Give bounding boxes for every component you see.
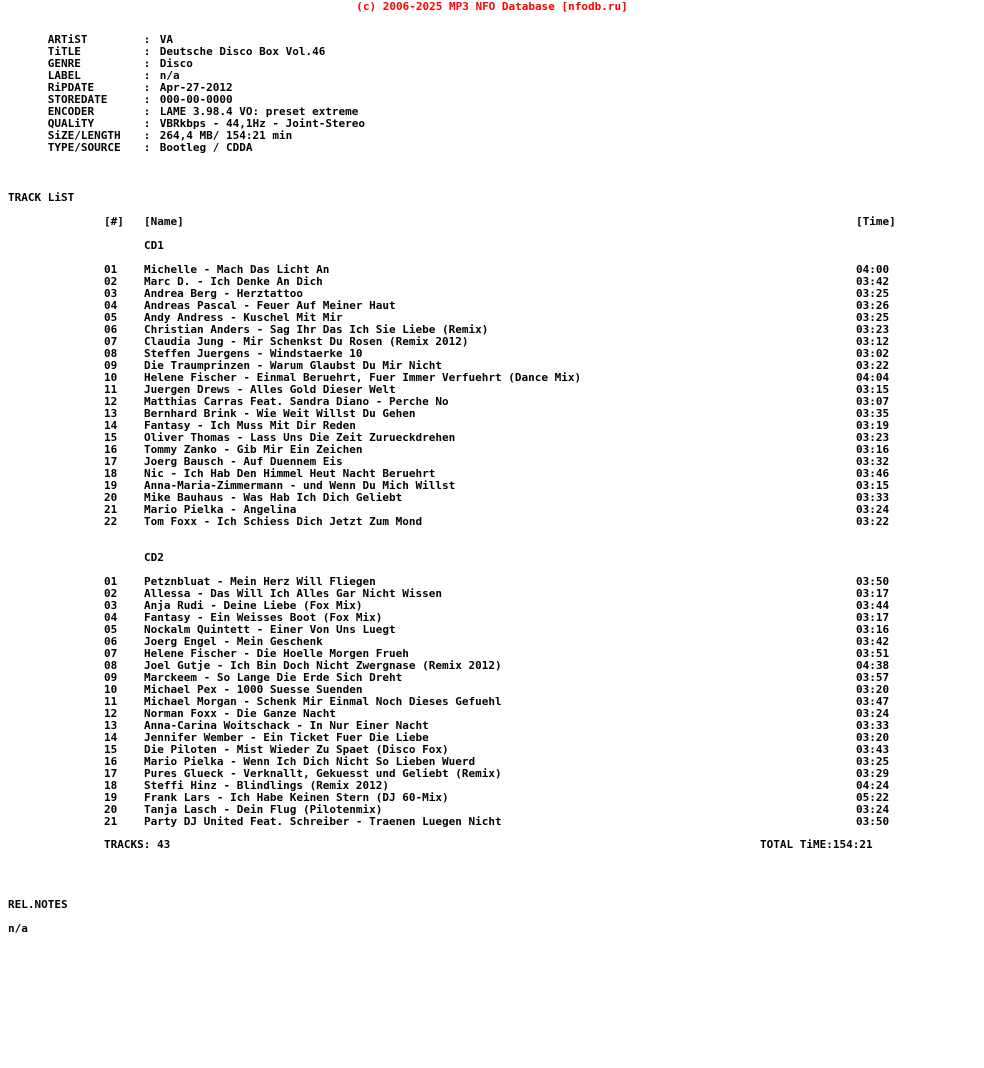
track-name: Andrea Berg - Herztattoo [144,287,303,300]
track-name: Marckeem - So Lange Die Erde Sich Dreht [144,671,403,684]
track-number: 10 [104,683,118,696]
track-number: 13 [104,407,118,420]
column-header-number: [#] [104,215,124,228]
track-number: 09 [104,359,118,372]
tracklist [0,216,984,828]
track-number: 01 [104,575,118,588]
track-name: Fantasy - Ich Muss Mit Dir Reden [144,419,356,432]
meta-label-title: TiTLE [47,45,81,58]
release-notes-title: REL.NOTES [8,898,68,911]
track-time: 03:17 [856,611,890,624]
track-name: Oliver Thomas - Lass Uns Die Zeit Zurueckdrehen [144,431,456,444]
track-time: 03:24 [856,803,890,816]
track-number: 16 [104,755,118,768]
track-time: 03:20 [856,731,890,744]
track-name: Matthias Carras Feat. Sandra Diano - Perche No [144,395,449,408]
track-time: 03:33 [856,719,890,732]
track-time: 03:19 [856,419,890,432]
track-number: 11 [104,383,118,396]
meta-value-type-source: Bootleg / CDDA [159,141,253,154]
track-number: 13 [104,719,118,732]
track-number: 02 [104,275,118,288]
track-number: 14 [104,731,118,744]
track-time: 04:24 [856,779,890,792]
meta-separator: : [143,93,151,106]
track-number: 07 [104,335,118,348]
track-time: 04:04 [856,371,890,384]
track-time: 03:25 [856,287,890,300]
track-number: 21 [104,815,118,828]
disc-tracks-cd2 [0,576,984,828]
meta-separator: : [143,117,151,130]
track-time: 03:46 [856,467,890,480]
tracklist-summary [0,839,984,851]
meta-separator: : [143,45,151,58]
track-name: Christian Anders - Sag Ihr Das Ich Sie Liebe (Remix) [144,323,489,336]
track-number: 17 [104,767,118,780]
meta-label-artist: ARTiST [47,33,88,46]
track-number: 09 [104,671,118,684]
track-number: 05 [104,623,118,636]
track-time: 03:16 [856,443,890,456]
track-time: 03:35 [856,407,890,420]
track-number: 19 [104,791,118,804]
track-name: Tanja Lasch - Dein Flug (Pilotenmix) [144,803,383,816]
column-header-time: [Time] [856,215,896,228]
track-number: 06 [104,323,118,336]
track-name: Tommy Zanko - Gib Mir Ein Zeichen [144,443,363,456]
meta-value-title: Deutsche Disco Box Vol.46 [159,45,326,58]
disc-label-text: CD1 [144,239,164,252]
spacer [0,528,984,552]
track-name: Allessa - Das Will Ich Alles Gar Nicht Wissen [144,587,443,600]
track-time: 03:17 [856,587,890,600]
track-time: 03:43 [856,743,890,756]
meta-label-type-source: TYPE/SOURCE [47,141,121,154]
track-time: 03:16 [856,623,890,636]
release-notes-body: n/a [8,922,28,935]
meta-row-artist [8,22,365,46]
track-name: Andy Andress - Kuschel Mit Mir [144,311,343,324]
meta-value-storedate: 000-00-0000 [159,93,233,106]
track-time: 03:02 [856,347,890,360]
meta-separator: : [143,81,151,94]
track-time: 03:42 [856,635,890,648]
track-number: 02 [104,587,118,600]
meta-value-size-length: 264,4 MB/ 154:21 min [159,129,293,142]
meta-value-label: n/a [159,69,180,82]
track-name: Mario Pielka - Angelina [144,503,297,516]
track-time: 03:47 [856,695,890,708]
track-row [0,816,984,828]
track-time: 03:24 [856,707,890,720]
track-time: 03:22 [856,359,890,372]
meta-separator: : [143,105,151,118]
track-time: 03:57 [856,671,890,684]
track-name: Party DJ United Feat. Schreiber - Traenen Luegen Nicht [144,815,502,828]
track-time: 03:23 [856,323,890,336]
track-name: Petznbluat - Mein Herz Will Fliegen [144,575,376,588]
track-name: Anna-Maria-Zimmermann - und Wenn Du Mich Willst [144,479,456,492]
track-time: 05:22 [856,791,890,804]
track-name: Tom Foxx - Ich Schiess Dich Jetzt Zum Mond [144,515,423,528]
track-number: 08 [104,659,118,672]
track-time: 03:15 [856,383,890,396]
track-number: 05 [104,311,118,324]
track-name: Joel Gutje - Ich Bin Doch Nicht Zwergnase (Remix 2012) [144,659,502,672]
track-time: 03:51 [856,647,890,660]
tracks-count: TRACKS: 43 [104,838,171,851]
meta-separator: : [143,69,151,82]
track-number: 12 [104,395,118,408]
meta-label-encoder: ENCODER [47,105,95,118]
track-time: 03:20 [856,683,890,696]
track-time: 03:33 [856,491,890,504]
track-number: 12 [104,707,118,720]
meta-label-genre: GENRE [47,57,81,70]
track-number: 21 [104,503,118,516]
track-number: 04 [104,299,118,312]
track-name: Joerg Engel - Mein Geschenk [144,635,323,648]
track-number: 16 [104,443,118,456]
track-time: 03:32 [856,455,890,468]
track-time: 03:12 [856,335,890,348]
track-name: Helene Fischer - Die Hoelle Morgen Frueh [144,647,409,660]
track-row [0,516,984,528]
meta-value-encoder: LAME 3.98.4 VO: preset extreme [159,105,359,118]
meta-value-artist: VA [159,33,173,46]
meta-value-genre: Disco [159,57,193,70]
meta-label-ripdate: RiPDATE [47,81,95,94]
meta-value-ripdate: Apr-27-2012 [159,81,233,94]
track-name: Michael Morgan - Schenk Mir Einmal Noch Dieses Gefuehl [144,695,502,708]
total-time: TOTAL TiME:154:21 [760,838,873,851]
track-name: Die Piloten - Mist Wieder Zu Spaet (Disco Fox) [144,743,449,756]
track-name: Marc D. - Ich Denke An Dich [144,275,323,288]
track-time: 03:23 [856,431,890,444]
track-time: 04:38 [856,659,890,672]
track-number: 18 [104,779,118,792]
track-time: 03:44 [856,599,890,612]
track-number: 10 [104,371,118,384]
track-number: 04 [104,611,118,624]
track-number: 22 [104,515,118,528]
track-number: 03 [104,287,118,300]
tracklist-column-headers [0,216,984,228]
track-number: 08 [104,347,118,360]
release-metadata [8,22,366,154]
track-name: Helene Fischer - Einmal Beruehrt, Fuer Immer Verfuehrt (Dance Mix) [144,371,582,384]
track-number: 18 [104,467,118,480]
track-name: Pures Glueck - Verknallt, Gekuesst und Geliebt (Remix) [144,767,502,780]
track-time: 03:42 [856,275,890,288]
track-name: Anna-Carina Woitschack - In Nur Einer Nacht [144,719,429,732]
track-time: 03:24 [856,503,890,516]
track-name: Andreas Pascal - Feuer Auf Meiner Haut [144,299,396,312]
track-name: Frank Lars - Ich Habe Keinen Stern (DJ 60-Mix) [144,791,449,804]
track-number: 01 [104,263,118,276]
track-time: 03:25 [856,311,890,324]
disc-label-cd1 [0,240,984,252]
meta-separator: : [143,141,151,154]
track-time: 04:00 [856,263,890,276]
tracklist-section-title: TRACK LiST [8,191,75,204]
track-number: 20 [104,491,118,504]
track-name: Nockalm Quintett - Einer Von Uns Luegt [144,623,396,636]
track-name: Michelle - Mach Das Licht An [144,263,330,276]
track-name: Claudia Jung - Mir Schenkst Du Rosen (Remix 2012) [144,335,469,348]
track-name: Steffen Juergens - Windstaerke 10 [144,347,363,360]
meta-label-quality: QUALiTY [47,117,95,130]
track-name: Bernhard Brink - Wie Weit Willst Du Gehen [144,407,416,420]
track-name: Jennifer Wember - Ein Ticket Fuer Die Liebe [144,731,429,744]
track-time: 03:22 [856,515,890,528]
track-name: Steffi Hinz - Blindlings (Remix 2012) [144,779,390,792]
meta-label-size-length: SiZE/LENGTH [47,129,121,142]
track-number: 15 [104,431,118,444]
track-number: 06 [104,635,118,648]
track-name: Juergen Drews - Alles Gold Dieser Welt [144,383,396,396]
track-time: 03:07 [856,395,890,408]
track-name: Nic - Ich Hab Den Himmel Heut Nacht Beruehrt [144,467,436,480]
track-name: Mario Pielka - Wenn Ich Dich Nicht So Lieben Wuerd [144,755,476,768]
meta-value-quality: VBRkbps - 44,1Hz - Joint-Stereo [159,117,366,130]
track-time: 03:25 [856,755,890,768]
disc-tracks-cd1 [0,264,984,528]
track-time: 03:15 [856,479,890,492]
track-number: 19 [104,479,118,492]
track-name: Anja Rudi - Deine Liebe (Fox Mix) [144,599,363,612]
copyright-header: (c) 2006-2025 MP3 NFO Database [nfodb.ru] [356,0,628,13]
meta-separator: : [143,33,151,46]
track-number: 07 [104,647,118,660]
track-name: Norman Foxx - Die Ganze Nacht [144,707,337,720]
track-number: 03 [104,599,118,612]
meta-label-storedate: STOREDATE [47,93,108,106]
disc-label-cd2 [0,552,984,564]
track-number: 11 [104,695,118,708]
track-number: 14 [104,419,118,432]
meta-separator: : [143,57,151,70]
track-time: 03:26 [856,299,890,312]
track-time: 03:50 [856,575,890,588]
track-name: Fantasy - Ein Weisses Boot (Fox Mix) [144,611,383,624]
meta-label-label: LABEL [47,69,81,82]
track-name: Joerg Bausch - Auf Duennem Eis [144,455,343,468]
meta-separator: : [143,129,151,142]
track-number: 15 [104,743,118,756]
track-name: Die Traumprinzen - Warum Glaubst Du Mir Nicht [144,359,443,372]
column-header-name: [Name] [144,215,184,228]
track-number: 17 [104,455,118,468]
track-number: 20 [104,803,118,816]
track-time: 03:50 [856,815,890,828]
track-name: Mike Bauhaus - Was Hab Ich Dich Geliebt [144,491,403,504]
disc-label-text: CD2 [144,551,164,564]
track-name: Michael Pex - 1000 Suesse Suenden [144,683,363,696]
track-time: 03:29 [856,767,890,780]
